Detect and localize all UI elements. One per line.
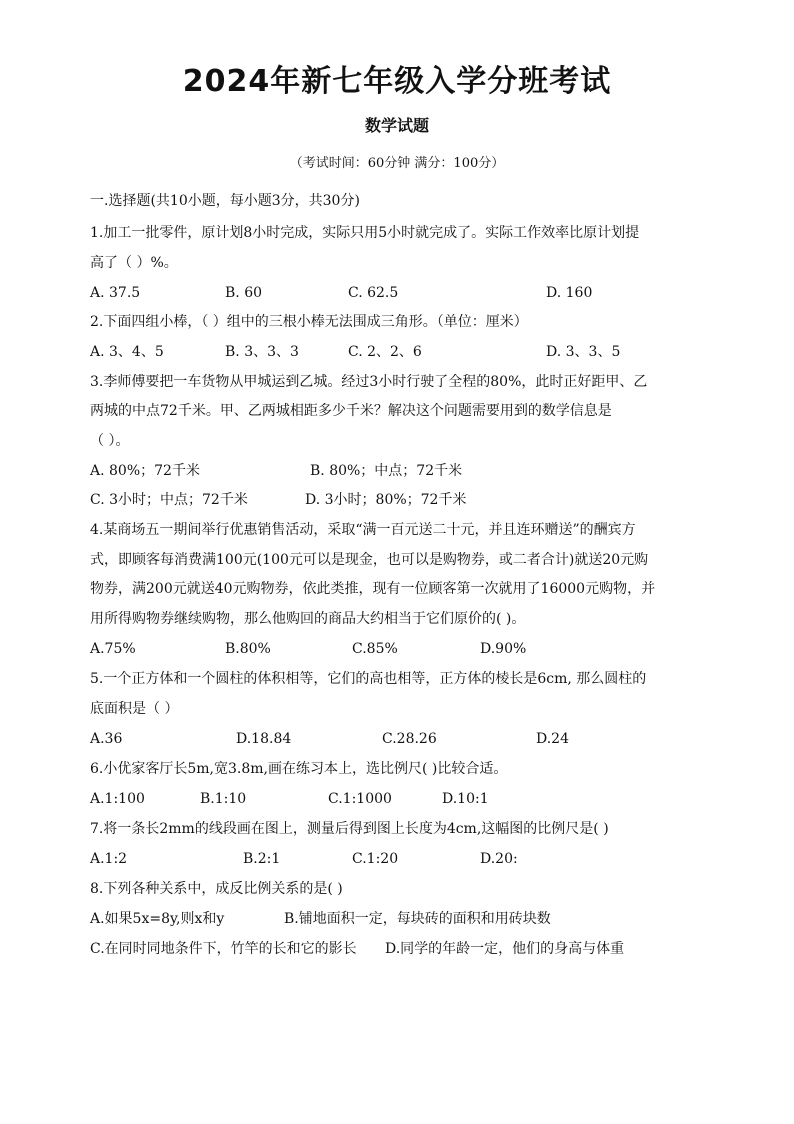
question-4-line-3: 物券，满200元就送40元购物券，依此类推，现有一位顾客第一次就用了16000元购物，并: [90, 581, 656, 597]
question-2-option-d: D. 3、3、5: [546, 344, 621, 360]
question-2-line-1: 2.下面四组小棒，（ ）组中的三根小棒无法围成三角形。（单位：厘米）: [90, 314, 528, 330]
question-3-option-c: C. 3小时；中点；72千米: [90, 492, 248, 508]
question-3-line-2: 两城的中点72千米。甲、乙两城相距多少千米？解决这个问题需要用到的数学信息是: [90, 403, 612, 419]
question-8-option-d: D.同学的年龄一定，他们的身高与体重: [385, 941, 625, 957]
question-1-option-b: B. 60: [225, 285, 263, 301]
question-4-line-4: 用所得购物券继续购物，那么他购回的商品大约相当于它们原价的( )。: [90, 611, 526, 627]
question-5-option-b: D.18.84: [236, 731, 292, 747]
section-heading: 一.选择题(共10小题，每小题3分，共30分): [90, 193, 360, 209]
question-7-option-a: A.1:2: [90, 851, 128, 867]
question-6-option-c: C.1:1000: [328, 791, 392, 807]
question-1-option-a: A. 37.5: [90, 285, 141, 301]
question-5-line-2: 底面积是（ ）: [90, 701, 179, 717]
question-8-option-b: B.铺地面积一定，每块砖的面积和用砖块数: [284, 911, 551, 927]
question-1-line-1: 1.加工一批零件，原计划8小时完成，实际只用5小时就完成了。实际工作效率比原计划提: [90, 225, 640, 241]
question-2-option-a: A. 3、4、5: [90, 344, 164, 360]
question-1-line-2: 高了（ ）%。: [90, 255, 178, 271]
question-8-option-a: A.如果5x=8y,则x和y: [90, 911, 225, 927]
question-8-option-c: C.在同时同地条件下，竹竿的长和它的影长: [90, 941, 357, 957]
question-7-line-1: 7.将一条长2mm的线段画在图上，测量后得到图上长度为4cm,这幅图的比例尺是( ): [90, 821, 609, 837]
question-4-option-c: C.85%: [352, 641, 398, 657]
question-4-line-1: 4.某商场五一期间举行优惠销售活动，采取“满一百元送二十元，并且连环赠送”的酬宾方: [90, 522, 636, 538]
exam-meta: （考试时间：60分钟 满分：100分）: [289, 156, 505, 171]
question-3-option-d: D. 3小时；80%；72千米: [305, 492, 467, 508]
question-6-option-d: D.10:1: [442, 791, 489, 807]
question-2-option-c: C. 2、2、6: [348, 344, 422, 360]
question-6-option-a: A.1:100: [90, 791, 145, 807]
question-3-option-a: A. 80%；72千米: [90, 463, 200, 479]
question-5-option-a: A.36: [90, 731, 123, 747]
question-3-option-b: B. 80%；中点；72千米: [310, 463, 463, 479]
question-5-option-d: D.24: [536, 731, 569, 747]
question-1-option-d: D. 160: [546, 285, 593, 301]
question-3-line-3: （ ）。: [90, 433, 130, 449]
question-6-line-1: 6.小优家客厅长5m,宽3.8m,画在练习本上，选比例尺( )比较合适。: [90, 761, 508, 777]
question-4-option-d: D.90%: [480, 641, 527, 657]
question-8-line-1: 8.下列各种关系中，成反比例关系的是( ): [90, 881, 343, 897]
exam-subtitle: 数学试题: [364, 116, 429, 135]
question-7-option-b: B.2:1: [243, 851, 281, 867]
question-4-option-b: B.80%: [225, 641, 271, 657]
question-7-option-c: C.1:20: [352, 851, 399, 867]
question-5-line-1: 5.一个正方体和一个圆柱的体积相等，它们的高也相等，正方体的棱长是6cm, 那么圆柱的: [90, 671, 647, 687]
question-6-option-b: B.1:10: [200, 791, 247, 807]
question-2-option-b: B. 3、3、3: [225, 344, 299, 360]
exam-title: 2024年新七年级入学分班考试: [182, 64, 612, 99]
question-3-line-1: 3.李师傅要把一车货物从甲城运到乙城。经过3小时行驶了全程的80%，此时正好距甲、乙: [90, 374, 648, 390]
question-4-option-a: A.75%: [90, 641, 136, 657]
question-1-option-c: C. 62.5: [348, 285, 399, 301]
question-5-option-c: C.28.26: [382, 731, 437, 747]
question-4-line-2: 式，即顾客每消费满100元(100元可以是现金，也可以是购物券，或二者合计)就送20元购: [90, 552, 649, 568]
question-7-option-d: D.20:: [480, 851, 518, 867]
